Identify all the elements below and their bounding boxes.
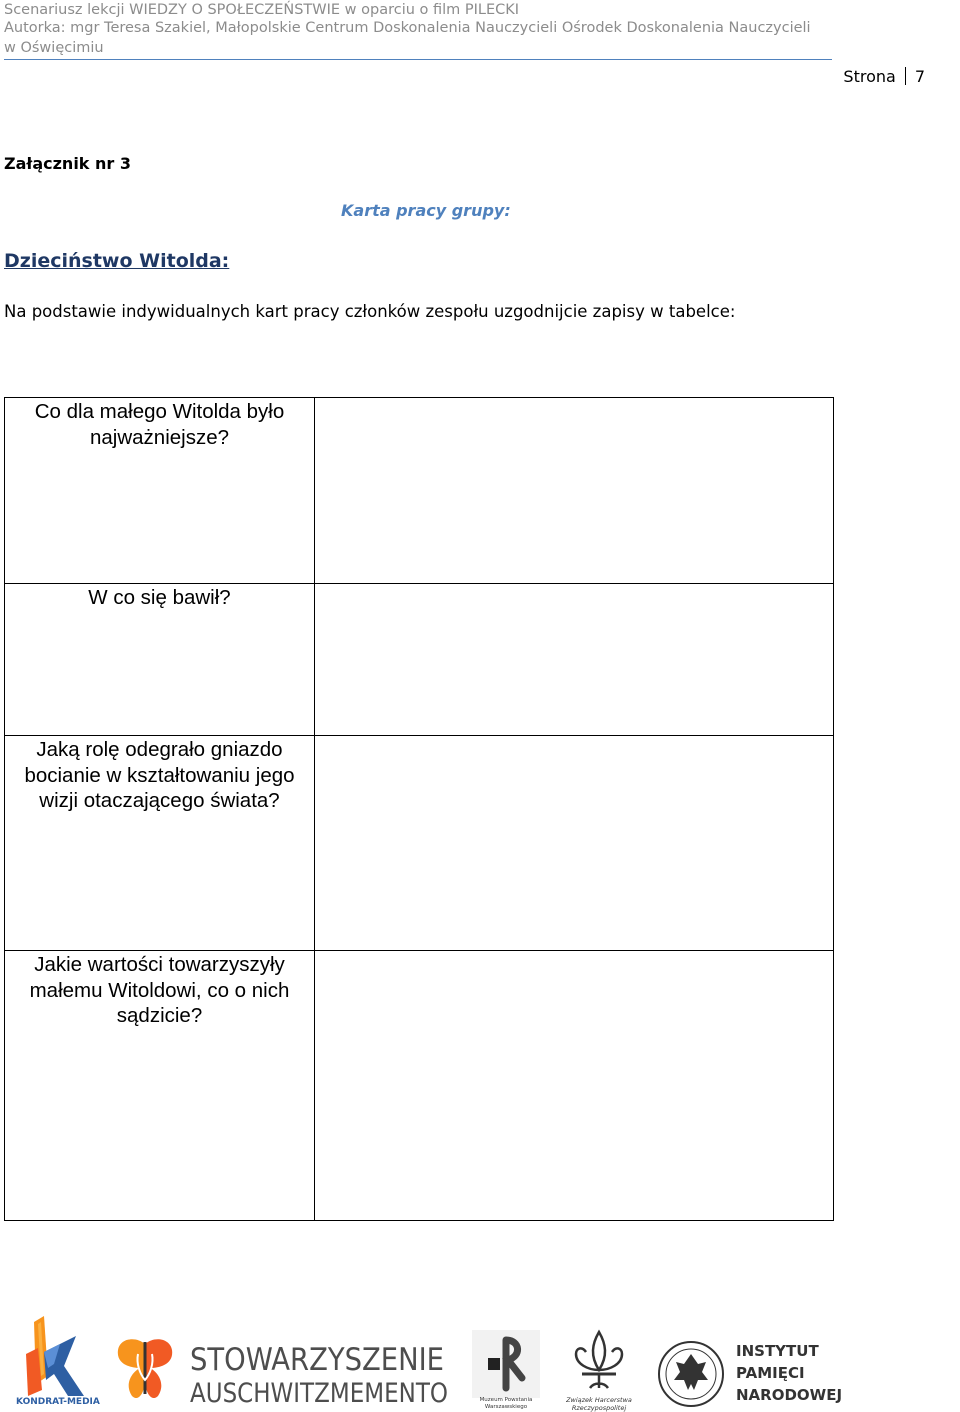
stowarzyszenie-auschwitz-memento-logo: [190, 1336, 452, 1409]
zhr-caption-line1: Związek Harcerstwa: [566, 1396, 632, 1404]
answer-cell[interactable]: [315, 398, 834, 584]
butterfly-emblem-logo: [114, 1334, 176, 1402]
footer-logos: [0, 1310, 960, 1410]
question-cell: Jaką rolę odegrało gniazdo bocianie w kształtowaniu jego wizji otaczającego świata?: [5, 736, 315, 951]
stowarzyszenie-line1: STOWARZYSZENIE: [190, 1342, 444, 1378]
muzeum-caption-line1: Muzeum Powstania: [479, 1397, 533, 1403]
page-number-value: 7: [914, 67, 925, 86]
ipn-line3: NARODOWEJ: [736, 1386, 843, 1404]
muzeum-powstania-mark: [472, 1330, 540, 1410]
worksheet-title: Karta pracy grupy:: [341, 201, 511, 220]
instruction-text: Na podstawie indywidualnych kart pracy członków zespołu uzgodnijcie zapisy w tabelce:: [4, 302, 736, 321]
ipn-logo: [658, 1338, 843, 1410]
question-cell: Co dla małego Witolda było najważniejsze?: [5, 398, 315, 584]
ipn-line1: INSTYTUT: [736, 1342, 819, 1360]
table-row: [5, 398, 834, 584]
answer-cell[interactable]: [315, 951, 834, 1221]
header-rule: [4, 59, 832, 60]
stowarzyszenie-logo-mark: [190, 1336, 452, 1409]
stowarzyszenie-line2: AUSCHWITZMEMENTO: [190, 1378, 448, 1409]
ipn-line2: PAMIĘCI: [736, 1364, 805, 1382]
kondrat-media-caption: KONDRAT-MEDIA: [16, 1397, 100, 1407]
page-number-separator: [905, 67, 906, 85]
header-author-location: w Oświęcimiu: [4, 40, 104, 56]
zhr-logo: [562, 1330, 636, 1412]
kondrat-media-logo-mark: [14, 1314, 100, 1407]
zhr-caption-line2: Rzeczypospolitej: [571, 1404, 627, 1412]
butterfly-emblem-mark: [114, 1334, 176, 1402]
kondrat-media-logo: [14, 1314, 100, 1407]
worksheet-table: [4, 397, 834, 1221]
answer-cell[interactable]: [315, 736, 834, 951]
annex-label: Załącznik nr 3: [4, 154, 131, 173]
table-row: [5, 951, 834, 1221]
header-author: Autorka: mgr Teresa Szakiel, Małopolskie Centrum Doskonalenia Nauczycieli Ośrodek Doskonalenia Nauczycieli: [4, 20, 811, 36]
ipn-logo-mark: [658, 1338, 843, 1410]
zhr-lily-mark: [562, 1330, 636, 1412]
muzeum-caption-line2: Warszawskiego: [484, 1404, 528, 1410]
table-row: [5, 736, 834, 951]
section-title: Dzieciństwo Witolda:: [4, 250, 230, 272]
question-cell: Jakie wartości towarzyszyły małemu Witoldowi, co o nich sądzicie?: [5, 951, 315, 1221]
answer-cell[interactable]: [315, 584, 834, 736]
page-number: [843, 66, 925, 88]
table-row: [5, 584, 834, 736]
muzeum-powstania-logo: [472, 1330, 540, 1410]
page-label: Strona: [843, 67, 896, 86]
question-cell: W co się bawił?: [5, 584, 315, 736]
header-scenario-title: Scenariusz lekcji WIEDZY O SPOŁECZEŃSTWIE w oparciu o film PILECKI: [4, 2, 520, 18]
